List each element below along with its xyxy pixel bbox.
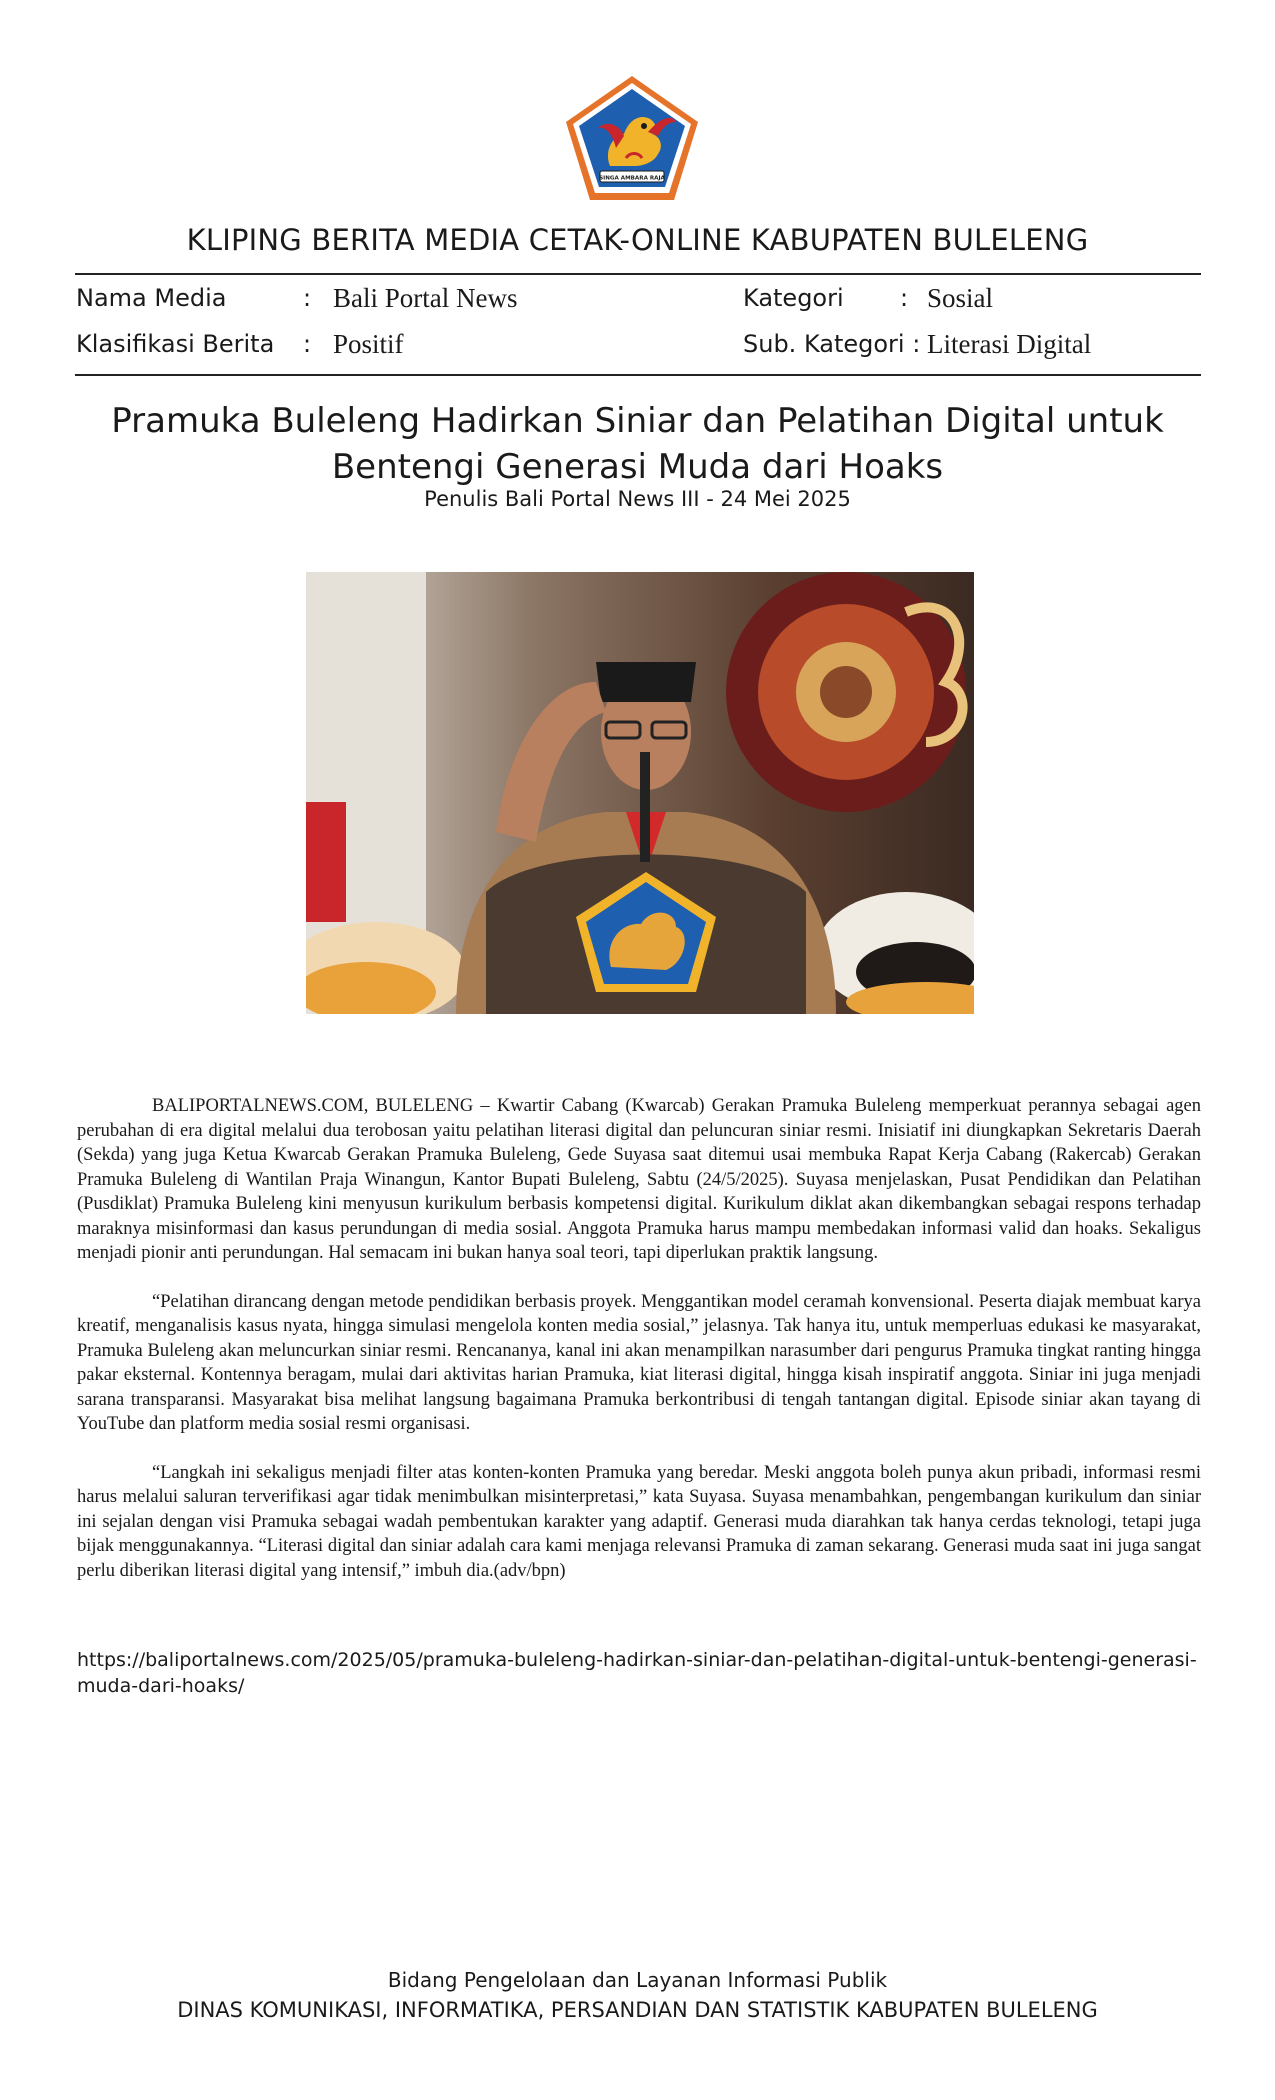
kategori-colon: : [900,284,909,312]
media-label: Nama Media [76,284,227,312]
article-paragraph: “Pelatihan dirancang dengan metode pendidikan berbasis proyek. Menggantikan model ceramah konvensional. Peserta diajak membuat karya kreatif, menganalisis kasus nyata, hingga simulasi mengelola konten media sosial,” jelasnya. Tak hanya itu, untuk memperluas edukasi ke masyarakat, Pramuka Buleleng akan meluncurkan siniar resmi. Rencananya, kanal ini akan menampilkan narasumber dari pengurus Pramuka tingkat ranting hingga pakar eksternal. Kontennya beragam, mulai dari aktivitas harian Pramuka, kiat literasi digital, hingga kisah inspiratif anggota. Siniar ini juga menjadi sarana transparansi. Masyarakat bisa melihat langsung bagaimana Pramuka berkontribusi di tengah tantangan digital. Episode siniar akan tayang di YouTube dan platform media sosial resmi organisasi. [77,1291,1202,1434]
article-body [77,1094,1201,1607]
emblem-motto: SINGA AMBARA RAJA [599,175,665,182]
article-photo [306,572,974,1014]
media-value: Bali Portal News [333,283,518,313]
source-url-link[interactable]: https://baliportalnews.com/2025/05/pramuka-buleleng-hadirkan-siniar-dan-pelatihan-digital-untuk-bentengi-generasi-muda-dari-hoaks/ [77,1649,1197,1697]
media-colon: : [303,284,312,312]
kategori-value: Sosial [927,283,994,313]
subkategori-value: Literasi Digital [927,329,1092,359]
kategori-label: Kategori [743,284,844,312]
klasifikasi-value: Positif [333,329,404,359]
klasifikasi-label: Klasifikasi Berita [76,330,275,358]
buleleng-emblem-logo [564,74,700,202]
klasifikasi-colon: : [303,330,312,358]
document-header-title: KLIPING BERITA MEDIA CETAK-ONLINE KABUPATEN BULELENG [186,223,1089,257]
photo-illustration [306,572,974,1014]
header-divider-bottom [75,374,1201,376]
emblem-svg [564,74,700,202]
footer-department: Bidang Pengelolaan dan Layanan Informasi Publik [387,1968,888,1992]
footer-agency: DINAS KOMUNIKASI, INFORMATIKA, PERSANDIAN DAN STATISTIK KABUPATEN BULELENG [177,1998,1098,2022]
article-byline: Penulis Bali Portal News III - 24 Mei 2025 [424,487,851,511]
header-divider-top [75,273,1201,275]
subkategori-label: Sub. Kategori : [743,330,921,358]
article-title: Pramuka Buleleng Hadirkan Siniar dan Pelatihan Digital untuk Bentengi Generasi Muda dari Hoaks [111,401,1164,487]
article-paragraph: “Langkah ini sekaligus menjadi filter atas konten-konten Pramuka yang beredar. Meski anggota boleh punya akun pribadi, informasi resmi harus melalui saluran terverifikasi agar tidak menimbulkan misinterpretasi,” kata Suyasa. Suyasa menambahkan, pengembangan kurikulum dan siniar ini sejalan dengan visi Pramuka sebagai wadah pembentukan karakter yang adaptif. Generasi muda diarahkan tak hanya cerdas teknologi, tetapi juga bijak menggunakannya. “Literasi digital dan siniar adalah cara kami menjaga relevansi Pramuka di zaman sekarang. Generasi muda saat ini juga sangat perlu diberikan literasi digital yang intensif,” imbuh dia.(adv/bpn) [77,1462,1201,1581]
article-paragraph: BALIPORTALNEWS.COM, BULELENG – Kwartir Cabang (Kwarcab) Gerakan Pramuka Buleleng memperkuat perannya sebagai agen perubahan di era digital melalui dua terobosan yaitu pelatihan literasi digital dan peluncuran siniar resmi. Inisiatif ini diungkapkan Sekretaris Daerah (Sekda) yang juga Ketua Kwarcab Gerakan Pramuka Buleleng, Gede Suyasa saat ditemui usai membuka Rapat Kerja Cabang (Rakercab) Gerakan Pramuka Buleleng di Wantilan Praja Winangun, Kantor Bupati Buleleng, Sabtu (24/5/2025). Suyasa menjelaskan, Pusat Pendidikan dan Pelatihan (Pusdiklat) Pramuka Buleleng kini menyusun kurikulum berbasis kompetensi digital. Kurikulum diklat akan dikembangkan sebagai respons terhadap maraknya misinformasi dan kasus perundungan di media sosial. Anggota Pramuka harus mampu membedakan informasi valid dan hoaks. Sekaligus menjadi pionir anti perundungan. Hal semacam ini bukan hanya soal teori, tapi diperlukan praktik langsung. [77,1096,1201,1263]
